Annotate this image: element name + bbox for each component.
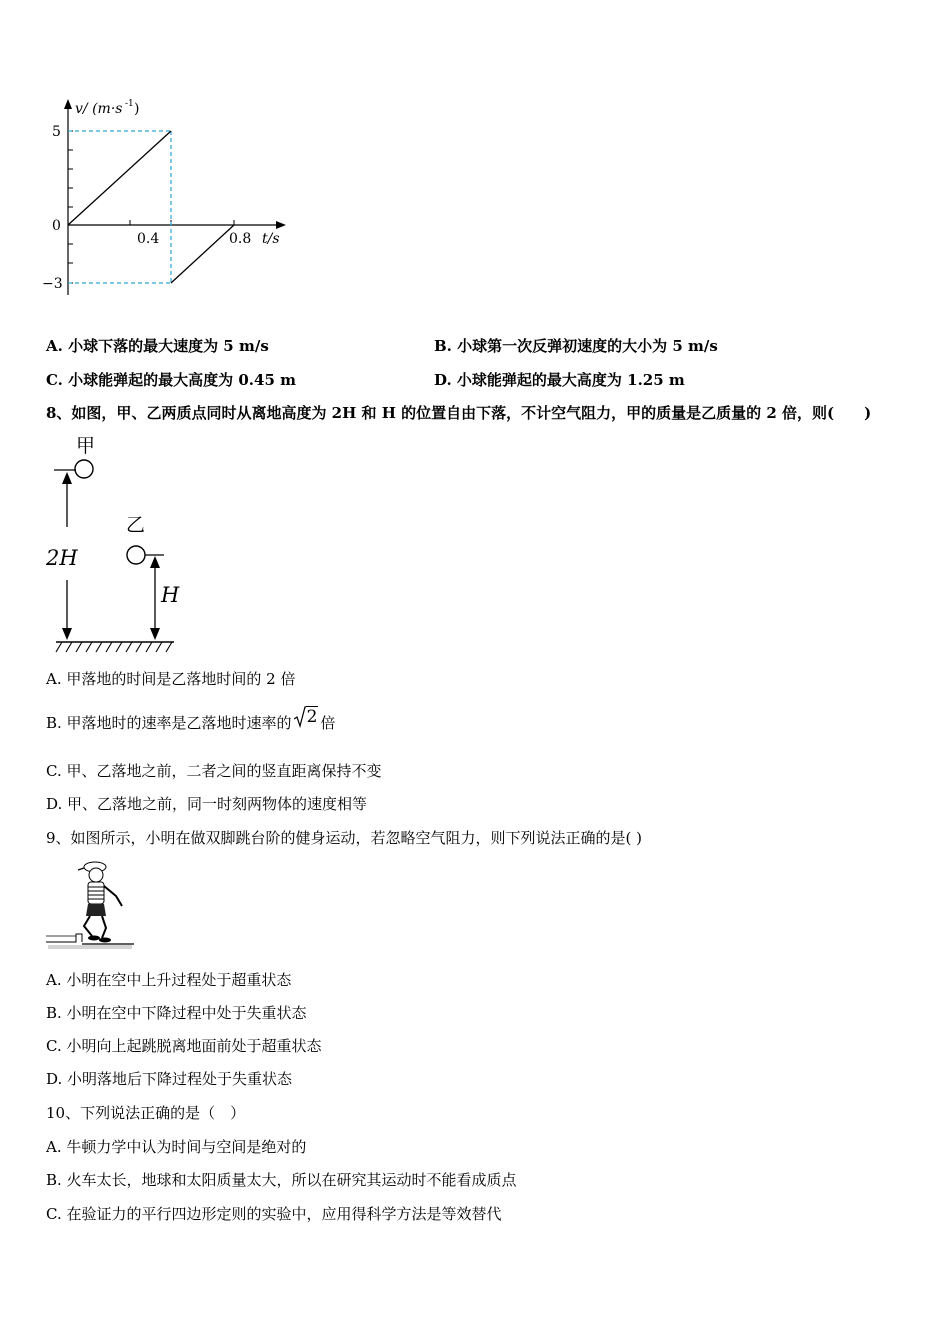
shirt	[88, 882, 104, 904]
arrow-down-h	[150, 628, 160, 640]
q8-stem: 8、如图，甲、乙两质点同时从离地高度为 2H 和 H 的位置自由下落，不计空气阻力，甲的质量是乙质量的 2 倍，则( )	[46, 404, 872, 422]
ball-yi	[127, 546, 145, 564]
label-2h: 2H	[46, 546, 78, 570]
sqrt-radicand: 2	[306, 707, 318, 727]
v-axis-label-close: )	[134, 101, 140, 117]
arrow-down-2h	[62, 628, 72, 640]
q8-option-a: A. 甲落地的时间是乙落地时间的 2 倍	[46, 670, 296, 688]
falling-segment	[68, 131, 171, 225]
q9-stem: 9、如图所示，小明在做双脚跳台阶的健身运动，若忽略空气阻力，则下列说法正确的是( )	[46, 829, 643, 847]
arrow-up-h	[150, 556, 160, 568]
jumping-boy-figure	[46, 858, 136, 950]
velocity-time-graph	[40, 95, 300, 305]
shoe-back	[88, 936, 100, 941]
q8-option-d: D. 甲、乙落地之前，同一时刻两物体的速度相等	[46, 795, 368, 813]
t-axis-label: t/s	[262, 231, 280, 247]
v-axis-label: v/ (m·s	[75, 101, 123, 117]
q8-option-b	[46, 708, 335, 737]
arm	[104, 886, 122, 906]
leg-back	[84, 916, 92, 936]
tick-label-5: 5	[52, 124, 61, 140]
sqrt-expression	[294, 702, 319, 731]
leg-front	[102, 916, 106, 938]
q10-option-c: C. 在验证力的平行四边形定则的实验中，应用得科学方法是等效替代	[46, 1205, 502, 1223]
q7-option-d: D. 小球能弹起的最大高度为 1.25 m	[434, 371, 685, 389]
q7-option-c: C. 小球能弹起的最大高度为 0.45 m	[46, 371, 296, 389]
arrow-up-2h	[62, 472, 72, 484]
tick-label-04: 0.4	[137, 231, 160, 247]
q7-option-b: B. 小球第一次反弹初速度的大小为 5 m/s	[434, 337, 718, 355]
free-fall-figure	[40, 432, 190, 657]
q8-option-b-text: B. 甲落地时的速率是乙落地时速率的	[46, 714, 292, 732]
ball-jia	[75, 460, 93, 478]
tick-label-08: 0.8	[229, 231, 252, 247]
t-axis-arrow	[276, 221, 286, 229]
tick-label-neg3: −3	[42, 276, 63, 292]
shorts	[86, 904, 106, 916]
q10-option-a: A. 牛顿力学中认为时间与空间是绝对的	[46, 1138, 307, 1156]
rebound-segment	[171, 225, 234, 283]
q7-options	[46, 335, 906, 395]
q10-option-b: B. 火车太长，地球和太阳质量太大，所以在研究其运动时不能看成质点	[46, 1171, 517, 1189]
q8-option-c: C. 甲、乙落地之前，二者之间的竖直距离保持不变	[46, 762, 382, 780]
v-axis-label-sup: -1	[125, 99, 134, 109]
label-h: H	[161, 583, 180, 607]
q9-option-a: A. 小明在空中上升过程处于超重状态	[46, 971, 292, 989]
label-jia: 甲	[76, 435, 96, 457]
q8-option-b-suffix: 倍	[320, 714, 336, 732]
q7-option-a: A. 小球下落的最大速度为 5 m/s	[46, 337, 269, 355]
shoe-front	[99, 938, 111, 943]
label-yi: 乙	[126, 514, 146, 536]
q10-stem: 10、下列说法正确的是（ ）	[46, 1104, 246, 1122]
q9-option-b: B. 小明在空中下降过程中处于失重状态	[46, 1004, 307, 1022]
v-axis-arrow	[64, 99, 72, 109]
tick-label-0: 0	[52, 218, 61, 234]
head	[89, 868, 103, 882]
q9-option-c: C. 小明向上起跳脱离地面前处于超重状态	[46, 1037, 322, 1055]
step-outline	[46, 934, 82, 942]
q9-option-d: D. 小明落地后下降过程处于失重状态	[46, 1070, 293, 1088]
sqrt-sign-icon	[294, 706, 306, 728]
